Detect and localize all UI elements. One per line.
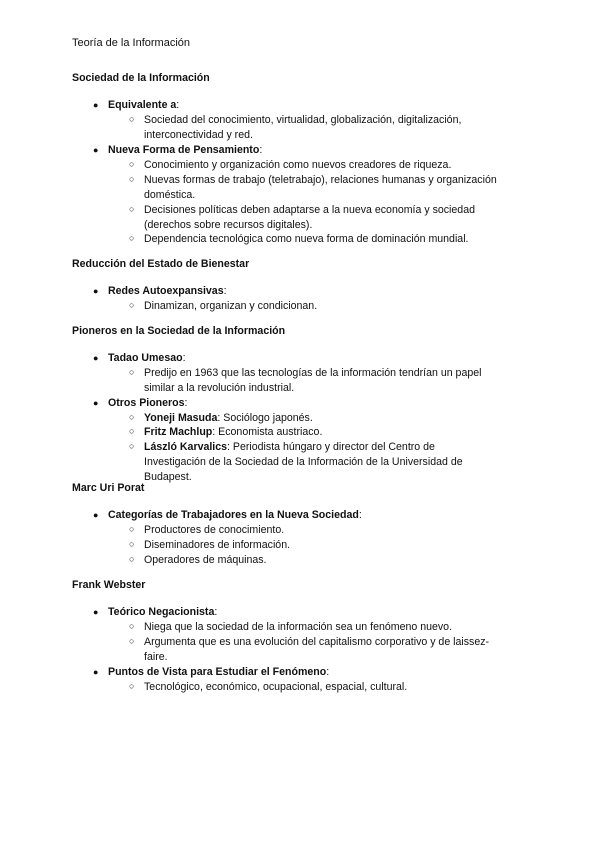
circle-bullet-icon: ○ (129, 114, 135, 124)
bullet-icon: ● (93, 145, 99, 155)
sub-list-item: ○ Decisiones políticas deben adaptarse a la nueva economía y sociedad (derechos sobre recursos digitales). (129, 204, 475, 231)
sub-list-item: ○ Operadores de máquinas. (129, 554, 267, 566)
circle-bullet-icon: ○ (129, 441, 135, 451)
bullet-icon: ● (93, 353, 99, 363)
section-heading: Frank Webster (72, 579, 146, 591)
sub-list-item: ○ Dinamizan, organizan y condicionan. (129, 300, 318, 312)
sub-list-item: ○ Conocimiento y organización como nuevos creadores de riqueza. (129, 159, 452, 171)
sub-list-item: ○ Fritz Machlup: Economista austriaco. (129, 426, 323, 438)
circle-bullet-icon: ○ (129, 367, 135, 377)
circle-bullet-icon: ○ (129, 621, 135, 631)
sub-list-item: ○ Tecnológico, económico, ocupacional, espacial, cultural. (129, 681, 408, 693)
bullet-icon: ● (93, 607, 99, 617)
sub-list-item: ○ Niega que la sociedad de la información sea un fenómeno nuevo. (129, 621, 453, 633)
circle-bullet-icon: ○ (129, 204, 135, 214)
circle-bullet-icon: ○ (129, 681, 135, 691)
circle-bullet-icon: ○ (129, 233, 135, 243)
sub-list-item: ○ Sociedad del conocimiento, virtualidad, globalización, digitalización, interconectividad y red. (129, 114, 462, 141)
circle-bullet-icon: ○ (129, 159, 135, 169)
document-page: Teoría de la Información Sociedad de la Información ● Equivalente a: ○ Sociedad del conocimiento, virtualidad, globalización, digitalización, interconectividad y red. ● Nueva Forma de Pensamiento: ○ Conocimiento y organización como nuevos creadores de riqueza. ○ Nuevas formas de trabajo (teletrabajo), relaciones humanas y organización doméstica. ○ Decisiones políticas deben adaptarse a la nueva economía y sociedad (derechos sobre recursos digitales). ○ Dependencia tecnológica como nueva forma de dominación mundial. Reducción del Estado de Bienestar ● Redes Autoexpansivas: ○ Dinamizan, organizan y condicionan. Pioneros en la Sociedad de la Información ● Tadao Umesao: ○ Predijo en 1963 que las tecnologías de la información tendrían un papel similar a la revolución industrial. ● Otros Pioneros: ○ Yoneji Masuda: Sociólogo japonés. ○ Fritz Machlup: Economista austriaco. ○ László Karvalics: Periodista húngaro y director del Centro de Investigación de la Sociedad de la Información de la Universidad de Budapest. Marc Uri Porat ● Categorías de Trabajadores en la Nueva Sociedad: ○ Productores de conocimiento. ○ Diseminadores de información. ○ Operadores de máquinas. Frank Webster ● Teórico Negacionista: ○ Niega que la sociedad de la información sea un fenómeno nuevo. ○ Argumenta que es una evolución del capitalismo corporativo y de laissez-faire. ● Puntos de Vista para Estudiar el Fenómeno: ○ Tecnológico, económico, ocupacional, espacial, cultural. (0, 0, 600, 848)
circle-bullet-icon: ○ (129, 636, 135, 646)
circle-bullet-icon: ○ (129, 300, 135, 310)
circle-bullet-icon: ○ (129, 554, 135, 564)
sub-list-item: ○ Diseminadores de información. (129, 539, 291, 551)
circle-bullet-icon: ○ (129, 524, 135, 534)
bullet-icon: ● (93, 286, 99, 296)
sub-list-item: ○ Nuevas formas de trabajo (teletrabajo), relaciones humanas y organización doméstica. (129, 174, 497, 201)
sub-list-item: ○ Productores de conocimiento. (129, 524, 285, 536)
sub-list-item: ○ Predijo en 1963 que las tecnologías de la información tendrían un papel similar a la revolución industrial. (129, 367, 482, 394)
circle-bullet-icon: ○ (129, 426, 135, 436)
sub-list-item: ○ Dependencia tecnológica como nueva forma de dominación mundial. (129, 233, 469, 245)
bullet-icon: ● (93, 398, 99, 408)
bullet-icon: ● (93, 510, 99, 520)
section-heading: Sociedad de la Información (72, 72, 210, 84)
bullet-icon: ● (93, 667, 99, 677)
bullet-icon: ● (93, 100, 99, 110)
circle-bullet-icon: ○ (129, 412, 135, 422)
section-heading: Marc Uri Porat (72, 482, 145, 494)
circle-bullet-icon: ○ (129, 174, 135, 184)
sub-list-item: ○ Yoneji Masuda: Sociólogo japonés. (129, 412, 313, 424)
document-title: Teoría de la Información (72, 37, 191, 49)
circle-bullet-icon: ○ (129, 539, 135, 549)
sub-list-item: ○ Argumenta que es una evolución del capitalismo corporativo y de laissez-faire. (129, 636, 490, 663)
section-heading: Pioneros en la Sociedad de la Información (72, 325, 286, 337)
sub-list-item: ○ László Karvalics: Periodista húngaro y director del Centro de Investigación de la Sociedad de la Información de la Universidad de Budapest. (129, 441, 463, 483)
section-heading: Reducción del Estado de Bienestar (72, 258, 250, 270)
